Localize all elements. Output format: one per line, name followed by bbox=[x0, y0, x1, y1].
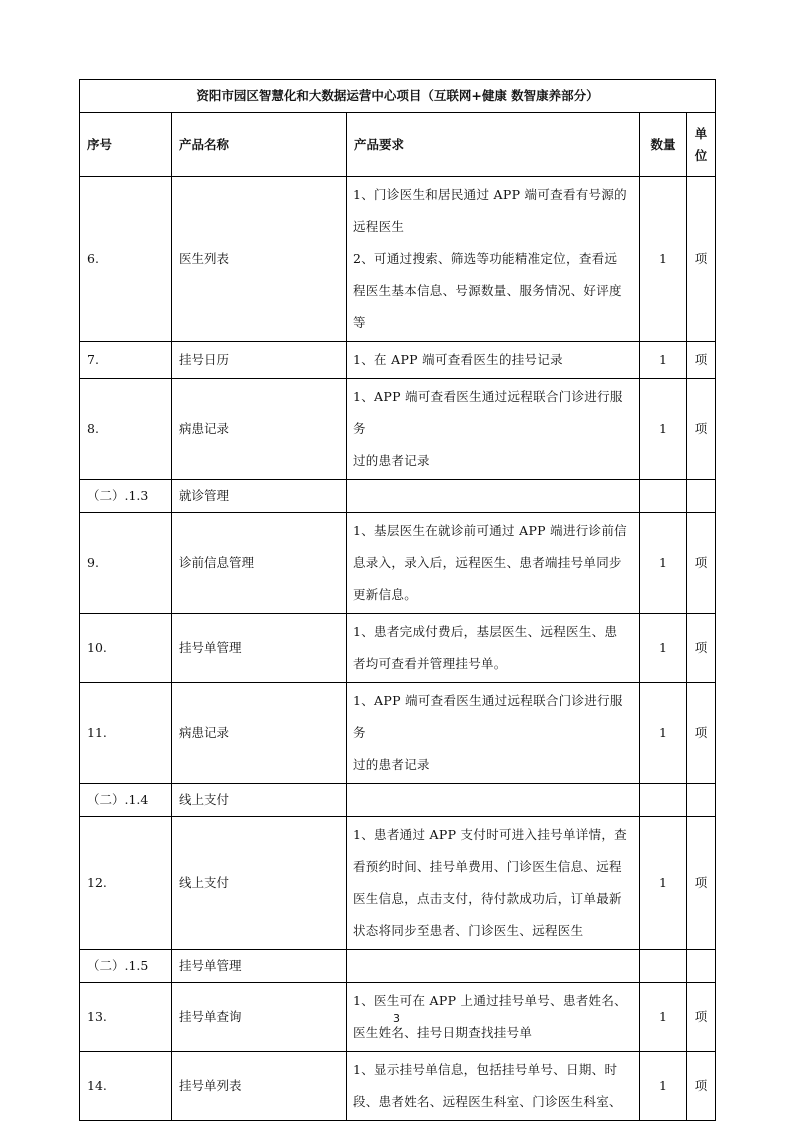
requirement-line: 过的患者记录 bbox=[353, 757, 430, 772]
row-number: 14. bbox=[80, 1052, 172, 1121]
section-row bbox=[80, 784, 716, 817]
row-number: 13. bbox=[80, 983, 172, 1052]
row-number: 12. bbox=[80, 817, 172, 950]
section-empty-cell bbox=[687, 950, 716, 983]
table-header-row bbox=[80, 113, 716, 177]
header-qty: 数量 bbox=[640, 113, 687, 177]
product-requirement bbox=[347, 683, 640, 784]
product-name: 挂号单查询 bbox=[172, 983, 347, 1052]
section-empty-cell bbox=[687, 784, 716, 817]
requirement-line: 1、基层医生在就诊前可通过 APP 端进行诊前信 bbox=[353, 523, 627, 538]
section-name: 挂号单管理 bbox=[172, 950, 347, 983]
section-row bbox=[80, 950, 716, 983]
section-empty-cell bbox=[347, 480, 640, 513]
header-requirement: 产品要求 bbox=[347, 113, 640, 177]
requirement-line: 看预约时间、挂号单费用、门诊医生信息、远程 bbox=[353, 859, 622, 874]
product-spec-table bbox=[79, 79, 716, 1121]
section-empty-cell bbox=[687, 480, 716, 513]
table-row bbox=[80, 379, 716, 480]
section-name: 就诊管理 bbox=[172, 480, 347, 513]
table-row bbox=[80, 683, 716, 784]
section-name: 线上支付 bbox=[172, 784, 347, 817]
requirement-line: 1、医生可在 APP 上通过挂号单号、患者姓名、 bbox=[353, 993, 627, 1008]
table-row bbox=[80, 342, 716, 379]
row-number: 11. bbox=[80, 683, 172, 784]
requirement-line: 过的患者记录 bbox=[353, 453, 430, 468]
table-row bbox=[80, 177, 716, 342]
unit: 项 bbox=[687, 1052, 716, 1121]
section-empty-cell bbox=[640, 480, 687, 513]
requirement-line: 状态将同步至患者、门诊医生、远程医生 bbox=[353, 923, 584, 938]
quantity: 1 bbox=[640, 983, 687, 1052]
requirement-line: 医生信息，点击支付，待付款成功后，订单最新 bbox=[353, 891, 622, 906]
section-number: （二）.1.4 bbox=[80, 784, 172, 817]
requirement-line: 更新信息。 bbox=[353, 587, 418, 602]
header-unit-line1: 单 bbox=[694, 125, 708, 141]
quantity: 1 bbox=[640, 379, 687, 480]
unit: 项 bbox=[687, 614, 716, 683]
requirement-line: 等 bbox=[353, 315, 366, 330]
unit: 项 bbox=[687, 177, 716, 342]
row-number: 9. bbox=[80, 513, 172, 614]
section-row bbox=[80, 480, 716, 513]
product-requirement bbox=[347, 342, 640, 379]
row-number: 6. bbox=[80, 177, 172, 342]
table-row bbox=[80, 513, 716, 614]
table-row bbox=[80, 1052, 716, 1121]
requirement-line: 程医生基本信息、号源数量、服务情况、好评度 bbox=[353, 283, 622, 298]
product-requirement bbox=[347, 513, 640, 614]
unit: 项 bbox=[687, 817, 716, 950]
section-number: （二）.1.5 bbox=[80, 950, 172, 983]
header-unit-line2: 位 bbox=[694, 147, 708, 163]
header-no: 序号 bbox=[80, 113, 172, 177]
table-title: 资阳市园区智慧化和大数据运营中心项目（互联网+健康 数智康养部分） bbox=[80, 80, 716, 113]
product-name: 挂号单管理 bbox=[172, 614, 347, 683]
page-number: 3 bbox=[393, 1012, 400, 1025]
row-number: 7. bbox=[80, 342, 172, 379]
requirement-line: 1、APP 端可查看医生通过远程联合门诊进行服务 bbox=[353, 389, 623, 436]
product-name: 挂号日历 bbox=[172, 342, 347, 379]
product-name: 线上支付 bbox=[172, 817, 347, 950]
section-empty-cell bbox=[347, 950, 640, 983]
requirement-line: 息录入，录入后，远程医生、患者端挂号单同步 bbox=[353, 555, 622, 570]
unit: 项 bbox=[687, 683, 716, 784]
quantity: 1 bbox=[640, 1052, 687, 1121]
unit: 项 bbox=[687, 379, 716, 480]
unit: 项 bbox=[687, 983, 716, 1052]
quantity: 1 bbox=[640, 513, 687, 614]
requirement-line: 1、患者通过 APP 支付时可进入挂号单详情，查 bbox=[353, 827, 627, 842]
requirement-line: 段、患者姓名、远程医生科室、门诊医生科室、 bbox=[353, 1094, 622, 1109]
product-name: 病患记录 bbox=[172, 683, 347, 784]
table-row bbox=[80, 614, 716, 683]
header-unit bbox=[687, 113, 716, 177]
requirement-line: 1、患者完成付费后，基层医生、远程医生、患 bbox=[353, 624, 618, 639]
table-row bbox=[80, 817, 716, 950]
product-requirement bbox=[347, 1052, 640, 1121]
section-empty-cell bbox=[347, 784, 640, 817]
product-requirement bbox=[347, 379, 640, 480]
quantity: 1 bbox=[640, 683, 687, 784]
table-title-row bbox=[80, 80, 716, 113]
row-number: 8. bbox=[80, 379, 172, 480]
quantity: 1 bbox=[640, 177, 687, 342]
requirement-line: 1、显示挂号单信息，包括挂号单号、日期、时 bbox=[353, 1062, 618, 1077]
header-name: 产品名称 bbox=[172, 113, 347, 177]
section-empty-cell bbox=[640, 784, 687, 817]
quantity: 1 bbox=[640, 342, 687, 379]
requirement-line: 2、可通过搜索、筛选等功能精准定位，查看远 bbox=[353, 251, 618, 266]
requirement-line: 远程医生 bbox=[353, 219, 405, 234]
row-number: 10. bbox=[80, 614, 172, 683]
section-number: （二）.1.3 bbox=[80, 480, 172, 513]
section-empty-cell bbox=[640, 950, 687, 983]
product-name: 医生列表 bbox=[172, 177, 347, 342]
product-name: 病患记录 bbox=[172, 379, 347, 480]
product-requirement bbox=[347, 817, 640, 950]
quantity: 1 bbox=[640, 817, 687, 950]
requirement-line: 医生姓名、挂号日期查找挂号单 bbox=[353, 1025, 533, 1040]
quantity: 1 bbox=[640, 614, 687, 683]
requirement-line: 1、门诊医生和居民通过 APP 端可查看有号源的 bbox=[353, 187, 627, 202]
product-name: 诊前信息管理 bbox=[172, 513, 347, 614]
product-name: 挂号单列表 bbox=[172, 1052, 347, 1121]
unit: 项 bbox=[687, 342, 716, 379]
requirement-line: 1、在 APP 端可查看医生的挂号记录 bbox=[353, 352, 563, 367]
unit: 项 bbox=[687, 513, 716, 614]
requirement-line: 1、APP 端可查看医生通过远程联合门诊进行服务 bbox=[353, 693, 623, 740]
product-requirement bbox=[347, 177, 640, 342]
product-requirement bbox=[347, 614, 640, 683]
requirement-line: 者均可查看并管理挂号单。 bbox=[353, 656, 507, 671]
